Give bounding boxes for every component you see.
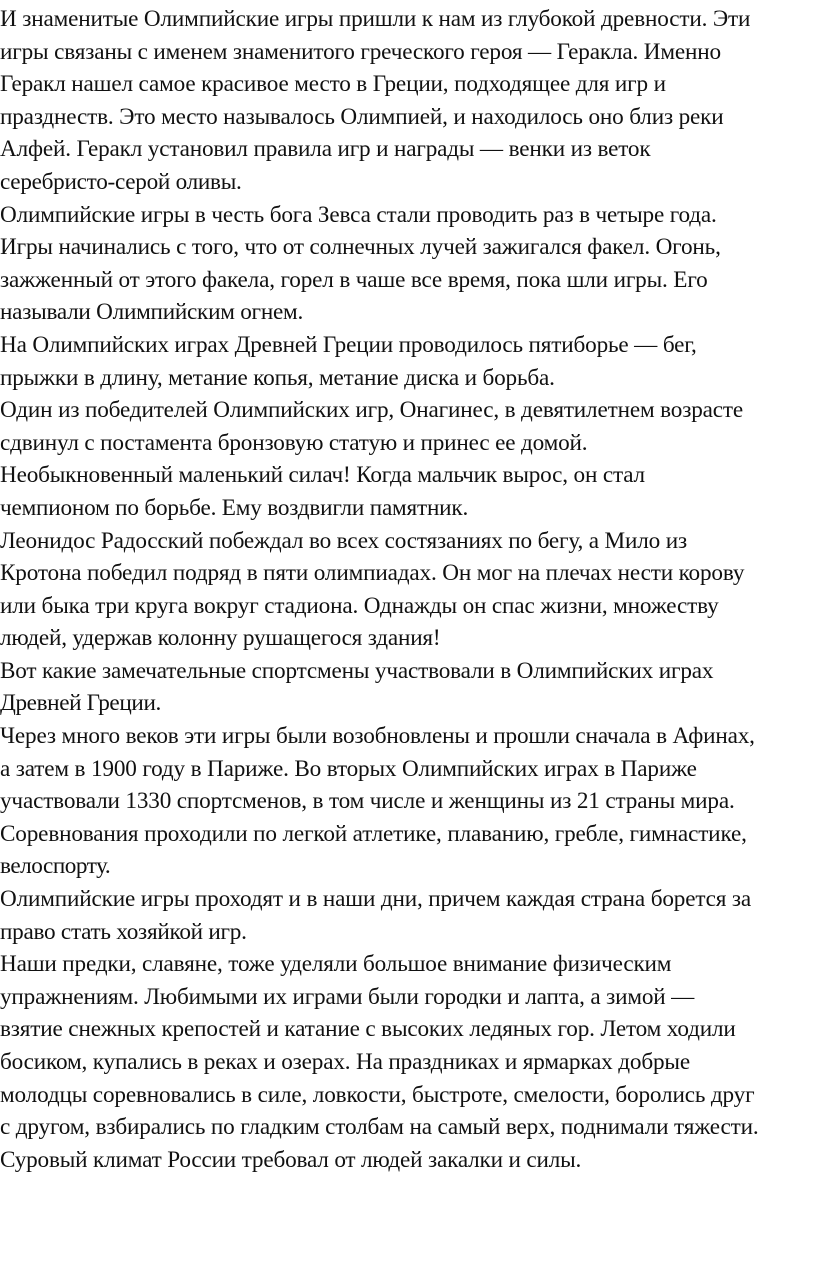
text-line: с другом, взбирались по гладким столбам на самый верх, поднимали тяжести. — [0, 1114, 759, 1141]
text-line: Вот какие замечательные спортсмены участвовали в Олимпийских играх — [0, 657, 714, 684]
text-line: называли Олимпийским огнем. — [0, 299, 303, 326]
text-line: прыжки в длину, метание копья, метание диска и борьба. — [0, 364, 555, 391]
text-line: серебристо-серой оливы. — [0, 168, 242, 195]
text-line: Кротона победил подряд в пяти олимпиадах. Он мог на плечах нести корову — [0, 560, 745, 587]
text-line: велоспорту. — [0, 853, 111, 880]
text-line: Необыкновенный маленький силач! Когда мальчик вырос, он стал — [0, 462, 645, 489]
text-line: молодцы соревновались в силе, ловкости, быстроте, смелости, боролись друг — [0, 1081, 755, 1108]
text-line: Наши предки, славяне, тоже уделяли большое внимание физическим — [0, 951, 672, 978]
paragraph — [0, 199, 816, 329]
text-line: празднеств. Это место называлось Олимпией, и находилось оно близ реки — [0, 103, 724, 130]
paragraph — [0, 394, 816, 524]
text-line: Алфей. Геракл установил правила игр и награды — венки из веток — [0, 136, 651, 163]
text-line: взятие снежных крепостей и катание с высоких ледяных гор. Летом ходили — [0, 1016, 736, 1043]
text-line: Древней Греции. — [0, 690, 161, 717]
paragraph — [0, 948, 816, 1176]
text-line: чемпионом по борьбе. Ему воздвигли памятник. — [0, 494, 469, 521]
paragraph — [0, 720, 816, 883]
text-line: Один из победителей Олимпийских игр, Онагинес, в девятилетнем возрасте — [0, 397, 744, 424]
text-line: право стать хозяйкой игр. — [0, 918, 247, 945]
text-line: Олимпийские игры в честь бога Зевса стали проводить раз в четыре года. — [0, 201, 717, 228]
text-line: Суровый климат России требовал от людей закалки и силы. — [0, 1146, 582, 1173]
text-line: И знаменитые Олимпийские игры пришли к нам из глубокой древности. Эти — [0, 6, 751, 32]
text-line: босиком, купались в реках и озерах. На праздниках и ярмарках добрые — [0, 1049, 690, 1075]
text-line: людей, удержав колонну рушащегося здания! — [0, 625, 441, 652]
text-line: игры связаны с именем знаменитого греческого героя — Геракла. Именно — [0, 38, 721, 65]
text-line: сдвинул с постамента бронзовую статую и принес ее домой. — [0, 429, 588, 456]
paragraph — [0, 3, 816, 199]
text-line: Геракл нашел самое красивое место в Греции, подходящее для игр и — [0, 71, 666, 98]
paragraph — [0, 883, 816, 948]
text-line: а затем в 1900 году в Париже. Во вторых Олимпийских играх в Париже — [0, 755, 697, 782]
text-line: зажженный от этого факела, горел в чаше все время, пока шли игры. Его — [0, 266, 708, 293]
paragraph — [0, 525, 816, 655]
document-body — [0, 3, 816, 1176]
text-line: Игры начинались с того, что от солнечных лучей зажигался факел. Огонь, — [0, 234, 721, 261]
text-line: упражнениям. Любимыми их играми были городки и лапта, а зимой — — [0, 983, 695, 1010]
text-line: На Олимпийских играх Древней Греции проводилось пятиборье — бег, — [0, 331, 697, 358]
text-line: или быка три круга вокруг стадиона. Однажды он спас жизни, множеству — [0, 592, 719, 619]
paragraph — [0, 329, 816, 394]
text-line: участвовали 1330 спортсменов, в том числе и женщины из 21 страны мира. — [0, 788, 735, 815]
paragraph — [0, 655, 816, 720]
text-line: Олимпийские игры проходят и в наши дни, причем каждая страна борется за — [0, 886, 752, 913]
text-line: Леонидос Радосский побеждал во всех состязаниях по бегу, а Мило из — [0, 527, 687, 554]
text-line: Через много веков эти игры были возобновлены и прошли сначала в Афинах, — [0, 723, 755, 750]
text-line: Соревнования проходили по легкой атлетике, плаванию, гребле, гимнастике, — [0, 820, 747, 847]
